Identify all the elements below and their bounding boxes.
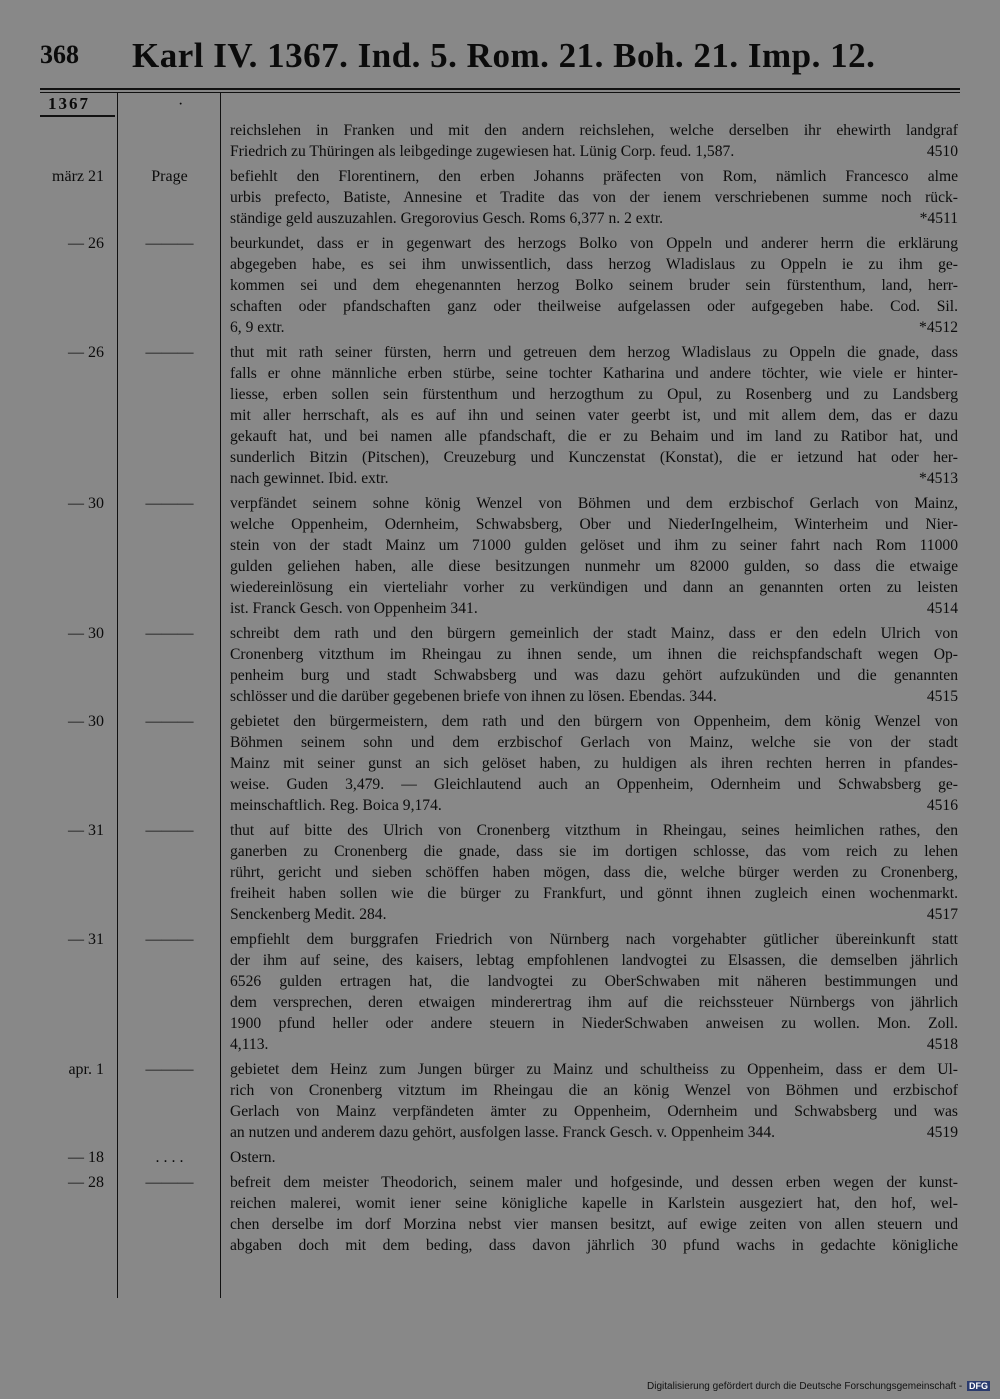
entry-line-text: verpfändet seinem sohne könig Wenzel von Böhmen und dem erzbischof Gerlach von Mainz, — [230, 495, 958, 512]
entry-line-text: meinschaftlich. Reg. Boica 9,174. — [230, 797, 442, 814]
entry-line-text: urbis prefecto, Batiste, Annesine et Tradite das von der ienem verschriebenen summe noch rück- — [230, 189, 958, 206]
funding-note: Digitalisierung gefördert durch die Deutsche Forschungsgemeinschaft - — [647, 1381, 963, 1392]
entry-line-text: stein von der stadt Mainz um 71000 gulden gelöset und ihm zu seiner fahrt nach Rom 11000 — [230, 537, 958, 554]
entry-line-text: thut auf bitte des Ulrich von Cronenberg vitzthum in Rheingau, seines heimlichen rathes, den — [230, 822, 958, 839]
entry-line-text: abgaben doch mit dem beding, dass davon jährlich 30 pfund wachs in gedachte königliche — [230, 1237, 958, 1254]
entry-text — [230, 1172, 958, 1256]
entry-line — [230, 904, 958, 925]
entry-line-text: empfiehlt dem burggrafen Friedrich von Nürnberg nach vorgehabter gütlicher übereinkunft statt — [230, 931, 958, 948]
entry-text — [230, 623, 958, 707]
entry-line-text: Mainz mit seiner gunst an sich gelöset haben, zu huldigen als ihren rechten herren in pfandes- — [230, 755, 958, 772]
entry-line-text: ständige geld auszuzahlen. Gregorovius Gesch. Roms 6,377 n. 2 extr. — [230, 210, 664, 227]
entry-line — [230, 732, 958, 753]
entry-line — [230, 644, 958, 665]
entry-line — [230, 1059, 958, 1080]
entry-line — [230, 208, 958, 229]
entry-text — [230, 820, 958, 925]
entry-line-text: gulden geliehen haben, alle diese besitzungen nunmehr um 82000 gulden, so dass die etwaige — [230, 558, 958, 575]
entry-place: ——— — [145, 235, 194, 252]
entry-line-text: Friedrich zu Thüringen als leibgedinge zugewiesen hat. Lünig Corp. feud. 1,587. — [230, 143, 735, 160]
entry-line — [230, 1122, 958, 1143]
entry-line — [230, 233, 958, 254]
funding-footer — [647, 1381, 990, 1392]
regest-number: 4510 — [926, 143, 958, 160]
year-label: 1367 — [40, 93, 115, 117]
entry-date: — 30 — [68, 713, 104, 730]
entry-line — [230, 862, 958, 883]
entry-place: ——— — [145, 625, 194, 642]
entry-line — [230, 535, 958, 556]
regest-entry — [0, 493, 1000, 619]
entry-line-text: dem versprechen, deren etwaigen minderertrag ihm auf die reichssteuer Nürnbergs von jährlich — [230, 994, 958, 1011]
entry-line-text: 4,113. — [230, 1036, 269, 1053]
entry-line — [230, 1172, 958, 1193]
entry-line — [230, 363, 958, 384]
entry-line-text: gekauft hat, und bei namen alle pfandschaft, die er zu Behaim und im land zu Ratibor hat, und — [230, 428, 958, 445]
entry-line — [230, 665, 958, 686]
dfg-logo: DFG — [969, 1381, 988, 1391]
entry-place: . . . . — [155, 1149, 184, 1166]
entry-date: — 30 — [68, 495, 104, 512]
regest-entry — [0, 820, 1000, 925]
entry-line — [230, 342, 958, 363]
regest-number: 4515 — [926, 688, 958, 705]
regest-entry — [0, 711, 1000, 816]
regest-entry — [0, 1147, 1000, 1168]
entry-line — [230, 141, 958, 162]
entry-line — [230, 187, 958, 208]
entry-line-text: wiedereinlösung ein vierteliahr vorher zu verkündigen und dann an genannten orten zu leisten — [230, 579, 958, 596]
entry-line — [230, 711, 958, 732]
entry-line-text: befiehlt den Florentinern, den erben Johanns präfecten von Rom, nämlich Francesco alme — [230, 168, 958, 185]
entry-place: ——— — [145, 822, 194, 839]
entry-line-text: 6526 gulden ertragen hat, die landvogtei zu OberSchwaben mit näheren bestimmungen und — [230, 973, 958, 990]
entry-date: märz 21 — [52, 168, 104, 185]
entry-line-text: freiheit haben sollen wie die bürger zu Frankfurt, und gönnt ihnen zugleich einen wochenmarkt. — [230, 885, 958, 902]
entry-text — [230, 1147, 958, 1168]
entry-line-text: welche Oppenheim, Odernheim, Schwabsberg, Ober und NiederIngelheim, Winterheim und Nier- — [230, 516, 958, 533]
entry-line — [230, 774, 958, 795]
entry-date: — 30 — [68, 625, 104, 642]
entry-line-text: liesse, erben sollen sein fürstenthum und herzogthum zu Opul, zu Rosenberg und zu Landsberg — [230, 386, 958, 403]
entry-date: — 28 — [68, 1174, 104, 1191]
regest-number: *4513 — [919, 470, 958, 487]
entry-line-text: 6, 9 extr. — [230, 319, 285, 336]
entry-line-text: Gerlach von Mainz verpfändeten ämter zu Oppenheim, Odernheim und Schwabsberg und was — [230, 1103, 958, 1120]
entry-place: ——— — [145, 931, 194, 948]
entry-line — [230, 795, 958, 816]
entry-line — [230, 841, 958, 862]
entry-line — [230, 971, 958, 992]
entry-line — [230, 1214, 958, 1235]
entry-line-text: nach gewinnet. Ibid. extr. — [230, 470, 389, 487]
entry-line — [230, 296, 958, 317]
entry-line — [230, 992, 958, 1013]
entry-line — [230, 1235, 958, 1256]
regest-entry — [0, 1059, 1000, 1143]
entry-line-text: Senckenberg Medit. 284. — [230, 906, 387, 923]
entry-line-text: an nutzen und anderem dazu gehört, ausfolgen lasse. Franck Gesch. v. Oppenheim 344. — [230, 1124, 776, 1141]
entry-line — [230, 820, 958, 841]
entry-line-text: ganerben zu Cronenberg die gnade, dass sie im dortigen schlosse, das vom reich zu lehen — [230, 843, 958, 860]
entry-line — [230, 426, 958, 447]
entry-line — [230, 598, 958, 619]
regest-entry — [0, 1172, 1000, 1256]
regest-number: *4512 — [919, 319, 958, 336]
entry-text — [230, 342, 958, 489]
entry-line — [230, 468, 958, 489]
entry-line — [230, 1147, 958, 1168]
regest-entry — [0, 623, 1000, 707]
regest-number: 4519 — [926, 1124, 958, 1141]
entry-line-text: abgegeben habe, es sei ihm unwissentlich, dass herzog Wladislaus zu Oppeln ie zu ihm ge- — [230, 256, 958, 273]
entry-place: ——— — [145, 344, 194, 361]
entry-line — [230, 384, 958, 405]
entry-line-text: befreit dem meister Theodorich, seinem maler und hofgesinde, und dessen erben wegen der kunst- — [230, 1174, 958, 1191]
entry-line — [230, 317, 958, 338]
entry-line — [230, 1193, 958, 1214]
entry-line-text: mit aller herrschaft, als es auf ihn und seinen vater geerbt ist, und mit allem dem, das er dazu — [230, 407, 958, 424]
header-rule — [40, 88, 960, 90]
entry-date: — 26 — [68, 235, 104, 252]
entry-line — [230, 1080, 958, 1101]
entry-line-text: gebietet den bürgermeistern, dem rath und den bürgern von Oppenheim, dem könig Wenzel von — [230, 713, 958, 730]
entry-line-text: schaften oder pfandschaften ganz oder theilweise aufgelassen oder aufgegeben habe. Cod. Sil. — [230, 298, 958, 315]
entry-line-text: penheim burg und stadt Schwabsberg und was dazu gehört aufzukünden und die genannten — [230, 667, 958, 684]
header-rule-thin — [40, 92, 960, 93]
entry-line — [230, 1101, 958, 1122]
entry-line-text: thut mit rath seiner fürsten, herrn und getreuen dem herzog Wladislaus zu Oppeln die gnade, dass — [230, 344, 958, 361]
entry-line — [230, 623, 958, 644]
running-head: Karl IV. 1367. Ind. 5. Rom. 21. Boh. 21. Imp. 12. — [132, 36, 876, 75]
entry-line — [230, 166, 958, 187]
entry-text — [230, 929, 958, 1055]
regest-number: 4516 — [926, 797, 958, 814]
entry-line-text: rich von Cronenberg vitztum im Rheingau die an könig Wenzel von Böhmen und erzbischof — [230, 1082, 958, 1099]
entry-line-text: Ostern. — [230, 1149, 276, 1166]
entry-line — [230, 1034, 958, 1055]
regest-entry — [0, 233, 1000, 338]
entry-line — [230, 556, 958, 577]
entry-text — [230, 233, 958, 338]
entry-line — [230, 120, 958, 141]
entry-date: — 31 — [68, 931, 104, 948]
entry-date: — 26 — [68, 344, 104, 361]
entry-line — [230, 275, 958, 296]
regest-entry — [0, 166, 1000, 229]
entry-date: — 31 — [68, 822, 104, 839]
entry-line-text: falls er ohne männliche erben stürbe, seine tochter Katharina und andere töchter, wie viele er hinter- — [230, 365, 958, 382]
entry-line-text: schlösser und die darüber gegebenen briefe von ihnen zu lösen. Ebendas. 344. — [230, 688, 717, 705]
regest-entry — [0, 120, 1000, 162]
entry-line — [230, 514, 958, 535]
entry-line-text: kommen sei und dem ehegenannten herzog Bolko seinem bruder sein fürstenthum, land, herr- — [230, 277, 958, 294]
entry-place: ——— — [145, 495, 194, 512]
entry-line-text: sunderlich Bitzin (Pitschen), Creuzeburg und Kunczenstat (Konstat), die er ietzund hat oder her- — [230, 449, 958, 466]
entry-line-text: chen derselbe im dorf Morzina nebst vier mansen besitzt, auf ewige zeiten von allen steuern und — [230, 1216, 958, 1233]
entry-line-text: schreibt dem rath und den bürgern gemeinlich der stadt Mainz, dass er den edeln Ulrich von — [230, 625, 958, 642]
regest-entry — [0, 342, 1000, 489]
regest-number: 4514 — [926, 600, 958, 617]
entry-line — [230, 493, 958, 514]
entry-text — [230, 120, 958, 162]
regest-entry — [0, 929, 1000, 1055]
entry-line-text: beurkundet, dass er in gegenwart des herzogs Bolko von Oppeln und anderer herrn die erklärung — [230, 235, 958, 252]
entry-text — [230, 493, 958, 619]
entry-line — [230, 686, 958, 707]
entry-line — [230, 883, 958, 904]
page-number: 368 — [40, 40, 79, 69]
entry-place: Prage — [151, 168, 188, 185]
entry-line-text: ist. Franck Gesch. von Oppenheim 341. — [230, 600, 478, 617]
entry-text — [230, 1059, 958, 1143]
entry-line — [230, 577, 958, 598]
entry-line-text: gebietet dem Heinz zum Jungen bürger zu Mainz und schultheiss zu Oppenheim, dass er dem Ul- — [230, 1061, 958, 1078]
entry-date: — 18 — [68, 1149, 104, 1166]
entry-line — [230, 405, 958, 426]
entry-text — [230, 711, 958, 816]
regesta-entries — [0, 120, 1000, 1260]
regest-number: 4518 — [926, 1036, 958, 1053]
entry-line-text: weise. Guden 3,479. — Gleichlautend auch an Oppenheim, Odernheim und Schwabsberg ge- — [230, 776, 958, 793]
entry-line — [230, 1013, 958, 1034]
entry-place: ——— — [145, 713, 194, 730]
entry-line-text: der ihm auf seine, des kaisers, lebtag empfohlenen landvogtei zu Elsassen, die demselben jährlich — [230, 952, 958, 969]
place-column-marker: · — [178, 96, 184, 113]
entry-line — [230, 753, 958, 774]
entry-line-text: reichen malerei, womit iener seine königliche kapelle in Karlstein ausgeziert hat, den hof, wel- — [230, 1195, 958, 1212]
entry-text — [230, 166, 958, 229]
entry-line — [230, 950, 958, 971]
entry-line — [230, 254, 958, 275]
entry-date: apr. 1 — [68, 1061, 104, 1078]
regest-number: *4511 — [919, 210, 958, 227]
entry-line-text: 1900 pfund heller oder andere steuern in NiederSchwaben anweisen zu wollen. Mon. Zoll. — [230, 1015, 958, 1032]
regest-number: 4517 — [926, 906, 958, 923]
entry-place: ——— — [145, 1061, 194, 1078]
entry-line-text: reichslehen in Franken und mit den andern reichslehen, welche derselben ihr ehewirth landgraf — [230, 122, 958, 139]
entry-line-text: Böhmen seinem sohn und dem erzbischof Gerlach von Mainz, welche sie von der stadt — [230, 734, 958, 751]
entry-line-text: Cronenberg vitzthum im Rheingau zu ihnen sende, um ihnen die reichspfandschaft wegen Op- — [230, 646, 958, 663]
entry-line-text: rührt, gericht und sieben schöffen haben mögen, dass die, welche bürger werden zu Cronenberg, — [230, 864, 958, 881]
entry-line — [230, 447, 958, 468]
entry-line — [230, 929, 958, 950]
entry-place: ——— — [145, 1174, 194, 1191]
